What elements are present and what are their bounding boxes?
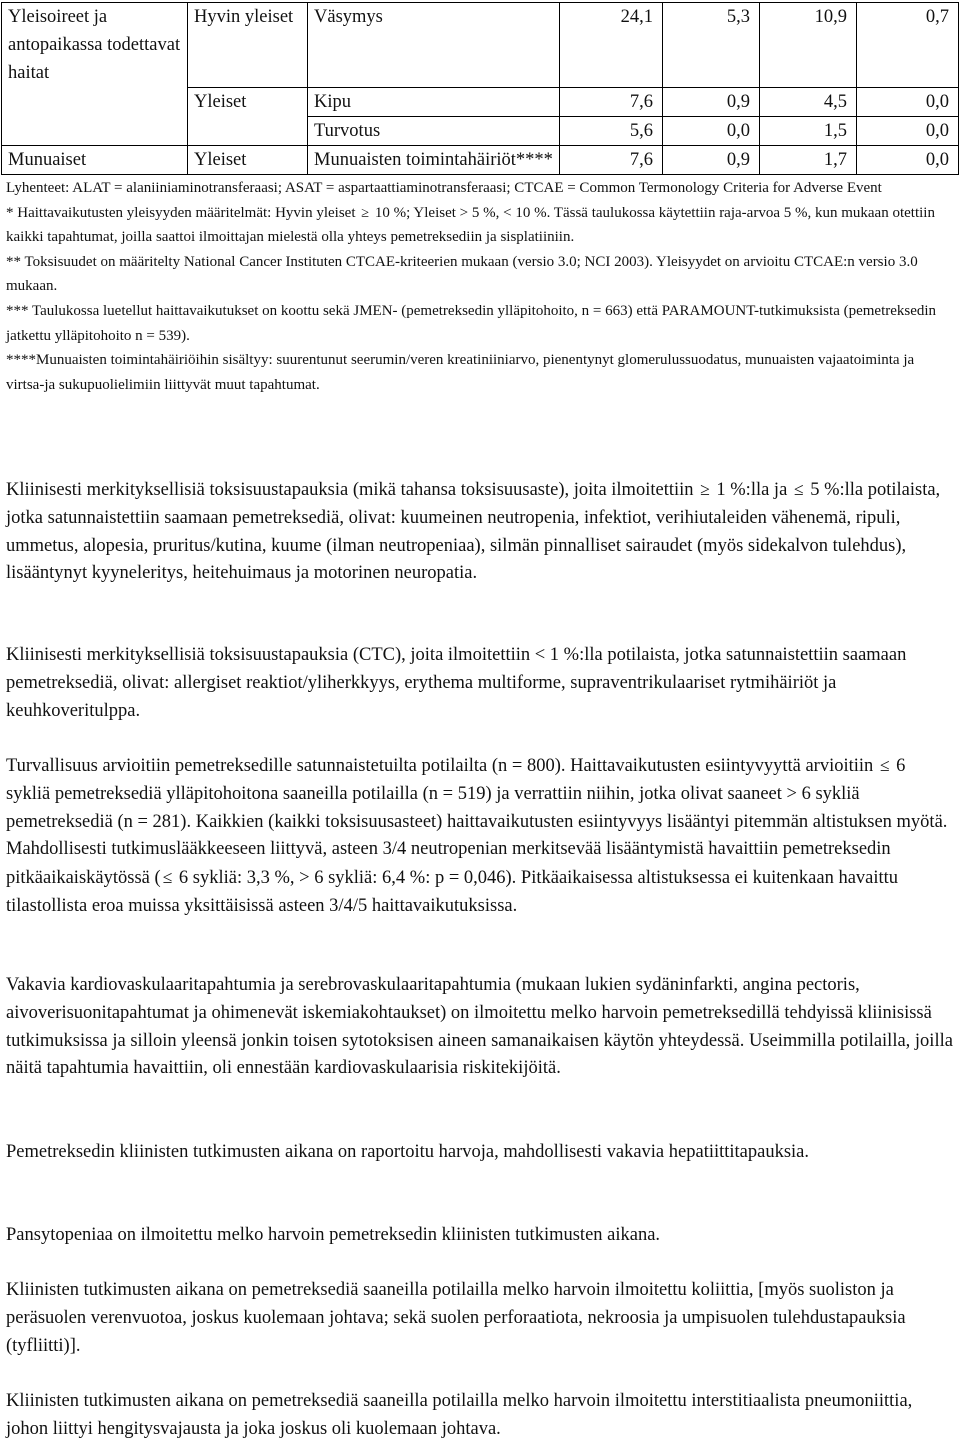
footnote-abbreviations: Lyhenteet: ALAT = alaniiniaminotransferaasi; ASAT = aspartaattiaminotransferaasi; CTCAE = Common Termonology Criteria for Adverse Event bbox=[6, 180, 882, 196]
table-cell bbox=[2, 87, 188, 116]
paragraph-colitis: Kliinisten tutkimusten aikana on pemetreksediä saaneilla potilailla melko harvoin ilmoitettu koliittia, [myös suoliston ja peräsuolen verenvuotoa, joskus kuolemaan johtava; sekä suolen perforaatiota, nekroosia ja umpisuolen tulehdustapauksia (tyfliitti)]. bbox=[6, 1280, 906, 1356]
table-cell: Väsymys bbox=[308, 3, 560, 88]
le-symbol: ≤ bbox=[162, 867, 173, 888]
table-cell: Yleiset bbox=[188, 145, 308, 174]
table-cell: Kipu bbox=[308, 87, 560, 116]
paragraph-clinical-toxicities-rare: Kliinisesti merkityksellisiä toksisuustapauksia (CTC), joita ilmoitettiin < 1 %:lla potilaista, jotka satunnaistettiin saamaan pemetreksediä, olivat: allergiset reaktiot/yliherkkyys, erythema multiforme, supraventrikulaariset rytmihäiriöt ja keuhkoveritulppa. bbox=[6, 645, 907, 721]
table-cell: 0,7 bbox=[857, 3, 959, 88]
footnote-studies: *** Taulukossa luetellut haittavaikutukset on koottu sekä JMEN- (pemetreksedin ylläpitohoito, n = 663) että PARAMOUNT-tutkimuksista (pemetreksedin jatkettu ylläpitohoito n = 539). bbox=[6, 302, 937, 344]
table-cell: Yleiset bbox=[188, 87, 308, 116]
table-cell bbox=[2, 116, 188, 145]
table-cell: 5,3 bbox=[663, 3, 760, 88]
table-row bbox=[2, 87, 959, 116]
table-cell: 1,5 bbox=[760, 116, 857, 145]
le-symbol: ≤ bbox=[793, 479, 804, 499]
table-cell: 0,0 bbox=[857, 116, 959, 145]
table-cell: 0,0 bbox=[857, 145, 959, 174]
table-cell: Munuaisten toimintahäiriöt**** bbox=[308, 145, 560, 174]
paragraph-safety: Turvallisuus arvioitiin pemetreksedille satunnaistetuilta potilailta (n = 800). Haittavaikutusten esiintyvyyttä arvioitiin ≤ 6 sykliä pemetreksediä ylläpitohoitona saaneilla potilailla (n = 519) ja verrattiin niihin, jotka olivat saaneet > 6 sykliä pemetreksediä (n = 281). Kaikkien (kaikki toksisuusasteet) haittavaikutusten esiintyvyys lisääntyi pitemmän altistuksen myötä. Mahdollisesti tutkimuslääkkeeseen liittyvä, asteen 3/4 neutropenian merkitsevää lisääntymistä havaittiin pemetreksedin pitkäaikaiskäytössä ( ≤ 6 sykliä: 3,3 %, > 6 sykliä: 6,4 %: p = 0,046). Pitkäaikaisessa altistuksessa ei kuitenkaan havaittu tilastollista eroa muissa yksittäisissä asteen 3/4/5 haittavaikutuksissa. bbox=[6, 752, 954, 921]
footnote-toxicity: ** Toksisuudet on määritelty National Cancer Instituten CTCAE-kriteerien mukaan (versio 3.0; NCI 2003). Yleisyydet on arvioitu CTCAE:n versio 3.0 mukaan. bbox=[6, 253, 918, 295]
paragraph-cardiovascular: Vakavia kardiovaskulaaritapahtumia ja serebrovaskulaaritapahtumia (mukaan lukien sydäninfarkti, angina pectoris, aivoverisuonitapahtumat ja ohimenevät iskemiakohtaukset) on ilmoitettu melko harvoin pemetreksedillä tehdyissä kliinisissä tutkimuksissa ja silloin yleensä jonkin toisen sytotoksisen aineen samanaikaisen käytön yhteydessä. Useimmilla potilailla, joilla näitä tapahtumia havaittiin, oli ennestään kardiovaskulaarisia riskitekijöitä. bbox=[6, 975, 953, 1079]
paragraph-hepatitis: Pemetreksedin kliinisten tutkimusten aikana on raportoitu harvoja, mahdollisesti vakavia hepatiittitapauksia. bbox=[6, 1142, 810, 1162]
table-cell: 10,9 bbox=[760, 3, 857, 88]
table-cell: 0,0 bbox=[857, 87, 959, 116]
table-cell: 0,9 bbox=[663, 145, 760, 174]
table-cell: 4,5 bbox=[760, 87, 857, 116]
table-cell: Hyvin yleiset bbox=[188, 3, 308, 88]
table-footnotes bbox=[6, 176, 956, 397]
table-cell bbox=[188, 116, 308, 145]
table-cell: 7,6 bbox=[560, 87, 663, 116]
table-cell: Munuaiset bbox=[2, 145, 188, 174]
table-cell: 1,7 bbox=[760, 145, 857, 174]
footnote-renal: ****Munuaisten toimintahäiriöihin sisältyy: suurentunut seerumin/veren kreatiniiniarvo, pienentynyt glomerulussuodatus, munuaisten vajaatoiminta ja virtsa-ja sukupuolielimiin liittyvät muut tapahtumat. bbox=[6, 352, 915, 393]
table-row bbox=[2, 116, 959, 145]
le-symbol: ≤ bbox=[879, 755, 890, 775]
table-cell: Yleisoireet ja antopaikassa todettavat haitat bbox=[2, 3, 188, 88]
adverse-events-table bbox=[1, 2, 959, 175]
table-cell: 0,9 bbox=[663, 87, 760, 116]
table-cell: Turvotus bbox=[308, 116, 560, 145]
table-cell: 0,0 bbox=[663, 116, 760, 145]
ge-symbol: ≥ bbox=[700, 479, 710, 499]
table-row bbox=[2, 145, 959, 174]
ge-symbol: ≥ bbox=[361, 204, 370, 221]
paragraph-pneumonitis: Kliinisten tutkimusten aikana on pemetreksediä saaneilla potilailla melko harvoin ilmoitettu interstitiaalista pneumoniittia, johon liittyi hengitysvajausta ja joka joskus oli kuolemaan johtava. bbox=[6, 1391, 913, 1439]
table-row bbox=[2, 3, 959, 88]
paragraph-pancytopenia: Pansytopeniaa on ilmoitettu melko harvoin pemetreksedin kliinisten tutkimusten aikana. bbox=[6, 1225, 661, 1245]
paragraph-clinical-toxicities-common: Kliinisesti merkityksellisiä toksisuustapauksia (mikä tahansa toksisuusaste), joita ilmoitettiin ≥ 1 %:lla ja ≤ 5 %:lla potilaista, jotka satunnaistettiin saamaan pemetreksediä, olivat: kuumeinen neutropenia, infektiot, verihiutaleiden vähenemä, ripuli, ummetus, alopesia, pruritus/kutina, kuume (ilman neutropeniaa), silmän pinnalliset sairaudet (myös sidekalvon tulehdus), lisääntynyt kyyneleritys, heitehuimaus ja motorinen neuropatia. bbox=[6, 476, 954, 588]
table-cell: 24,1 bbox=[560, 3, 663, 88]
footnote-frequency: * Haittavaikutusten yleisyyden määritelmät: Hyvin yleiset ≥ 10 %; Yleiset > 5 %, < 10 %. Tässä taulukossa käytettiin raja-arvoa 5 %, kun mukaan otettiin kaikki tapahtumat, joilla saattoi ilmoittajan mielestä olla yhteys pemetreksediin ja sisplatiiniin. bbox=[6, 201, 956, 250]
table-cell: 5,6 bbox=[560, 116, 663, 145]
table-cell: 7,6 bbox=[560, 145, 663, 174]
